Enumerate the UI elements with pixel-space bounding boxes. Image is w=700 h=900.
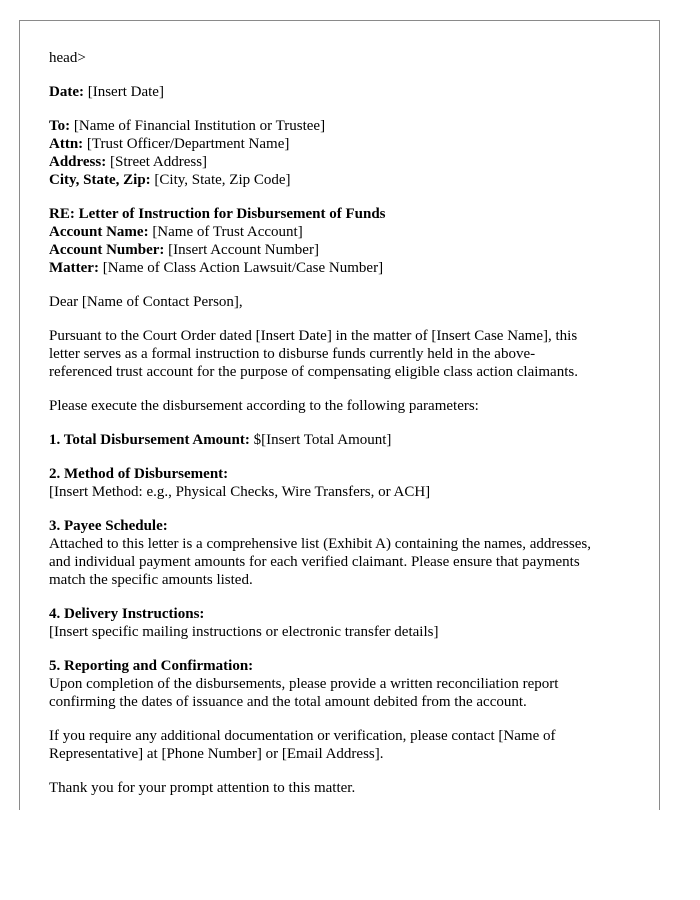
- letter-content: [49, 49, 639, 810]
- to-value: [Name of Financial Institution or Trustee]: [73, 118, 326, 134]
- reporting-line: Upon completion of the disbursements, please provide a written reconciliation report: [49, 676, 559, 692]
- letter-page: [19, 20, 660, 810]
- item-method: [49, 465, 639, 501]
- city-state-zip-label: City, State, Zip:: [49, 172, 151, 188]
- date-value: [Insert Date]: [87, 84, 164, 100]
- item-total-amount-value: $[Insert Total Amount]: [253, 432, 392, 448]
- date-line: [49, 83, 639, 101]
- closing-line: Thank you for your prompt attention to this matter.: [49, 780, 356, 796]
- item-method-label: 2. Method of Disbursement:: [49, 466, 229, 482]
- item-method-text: [Insert Method: e.g., Physical Checks, Wire Transfers, or ACH]: [49, 484, 431, 500]
- account-number-label: Account Number:: [49, 242, 165, 258]
- account-name-value: [Name of Trust Account]: [152, 224, 303, 240]
- contact-line: Representative] at [Phone Number] or [Email Address].: [49, 746, 384, 762]
- attn-line: [49, 135, 639, 153]
- city-state-zip-line: [49, 171, 639, 189]
- contact-line: If you require any additional documentation or verification, please contact [Name of: [49, 728, 556, 744]
- parameters-intro: Please execute the disbursement according to the following parameters:: [49, 398, 479, 414]
- salutation: Dear [Name of Contact Person],: [49, 294, 243, 310]
- item-delivery-text: [Insert specific mailing instructions or electronic transfer details]: [49, 624, 439, 640]
- item-delivery-label: 4. Delivery Instructions:: [49, 606, 205, 622]
- item-delivery: [49, 605, 639, 641]
- attn-label: Attn:: [49, 136, 84, 152]
- recipient-block: [49, 117, 639, 189]
- to-line: [49, 117, 639, 135]
- date-label: Date:: [49, 84, 84, 100]
- item-total-amount: [49, 431, 639, 449]
- re-block: [49, 205, 639, 277]
- payee-schedule-line: and individual payment amounts for each verified claimant. Please ensure that payments: [49, 554, 580, 570]
- head-fragment: head>: [49, 50, 86, 66]
- address-label: Address:: [49, 154, 107, 170]
- to-label: To:: [49, 118, 71, 134]
- address-line: [49, 153, 639, 171]
- reporting-line: confirming the dates of issuance and the total amount debited from the account.: [49, 694, 527, 710]
- address-value: [Street Address]: [109, 154, 208, 170]
- account-number-value: [Insert Account Number]: [168, 242, 319, 258]
- contact-paragraph: [49, 727, 639, 763]
- item-total-amount-label: 1. Total Disbursement Amount:: [49, 432, 250, 448]
- matter-line: [49, 259, 639, 277]
- intro-line: Pursuant to the Court Order dated [Insert Date] in the matter of [Insert Case Name], this: [49, 328, 578, 344]
- matter-label: Matter:: [49, 260, 99, 276]
- intro-line: referenced trust account for the purpose of compensating eligible class action claimants.: [49, 364, 578, 380]
- item-payee-schedule: [49, 517, 639, 589]
- item-reporting: [49, 657, 639, 711]
- account-number-line: [49, 241, 639, 259]
- attn-value: [Trust Officer/Department Name]: [86, 136, 290, 152]
- intro-paragraph: [49, 327, 639, 381]
- re-subject: RE: Letter of Instruction for Disbursement of Funds: [49, 206, 386, 222]
- intro-line: letter serves as a formal instruction to disburse funds currently held in the above-: [49, 346, 536, 362]
- matter-value: [Name of Class Action Lawsuit/Case Number]: [102, 260, 384, 276]
- city-state-zip-value: [City, State, Zip Code]: [154, 172, 291, 188]
- account-name-line: [49, 223, 639, 241]
- item-reporting-label: 5. Reporting and Confirmation:: [49, 658, 254, 674]
- item-payee-schedule-label: 3. Payee Schedule:: [49, 518, 168, 534]
- payee-schedule-line: match the specific amounts listed.: [49, 572, 253, 588]
- account-name-label: Account Name:: [49, 224, 149, 240]
- payee-schedule-line: Attached to this letter is a comprehensive list (Exhibit A) containing the names, addresses,: [49, 536, 591, 552]
